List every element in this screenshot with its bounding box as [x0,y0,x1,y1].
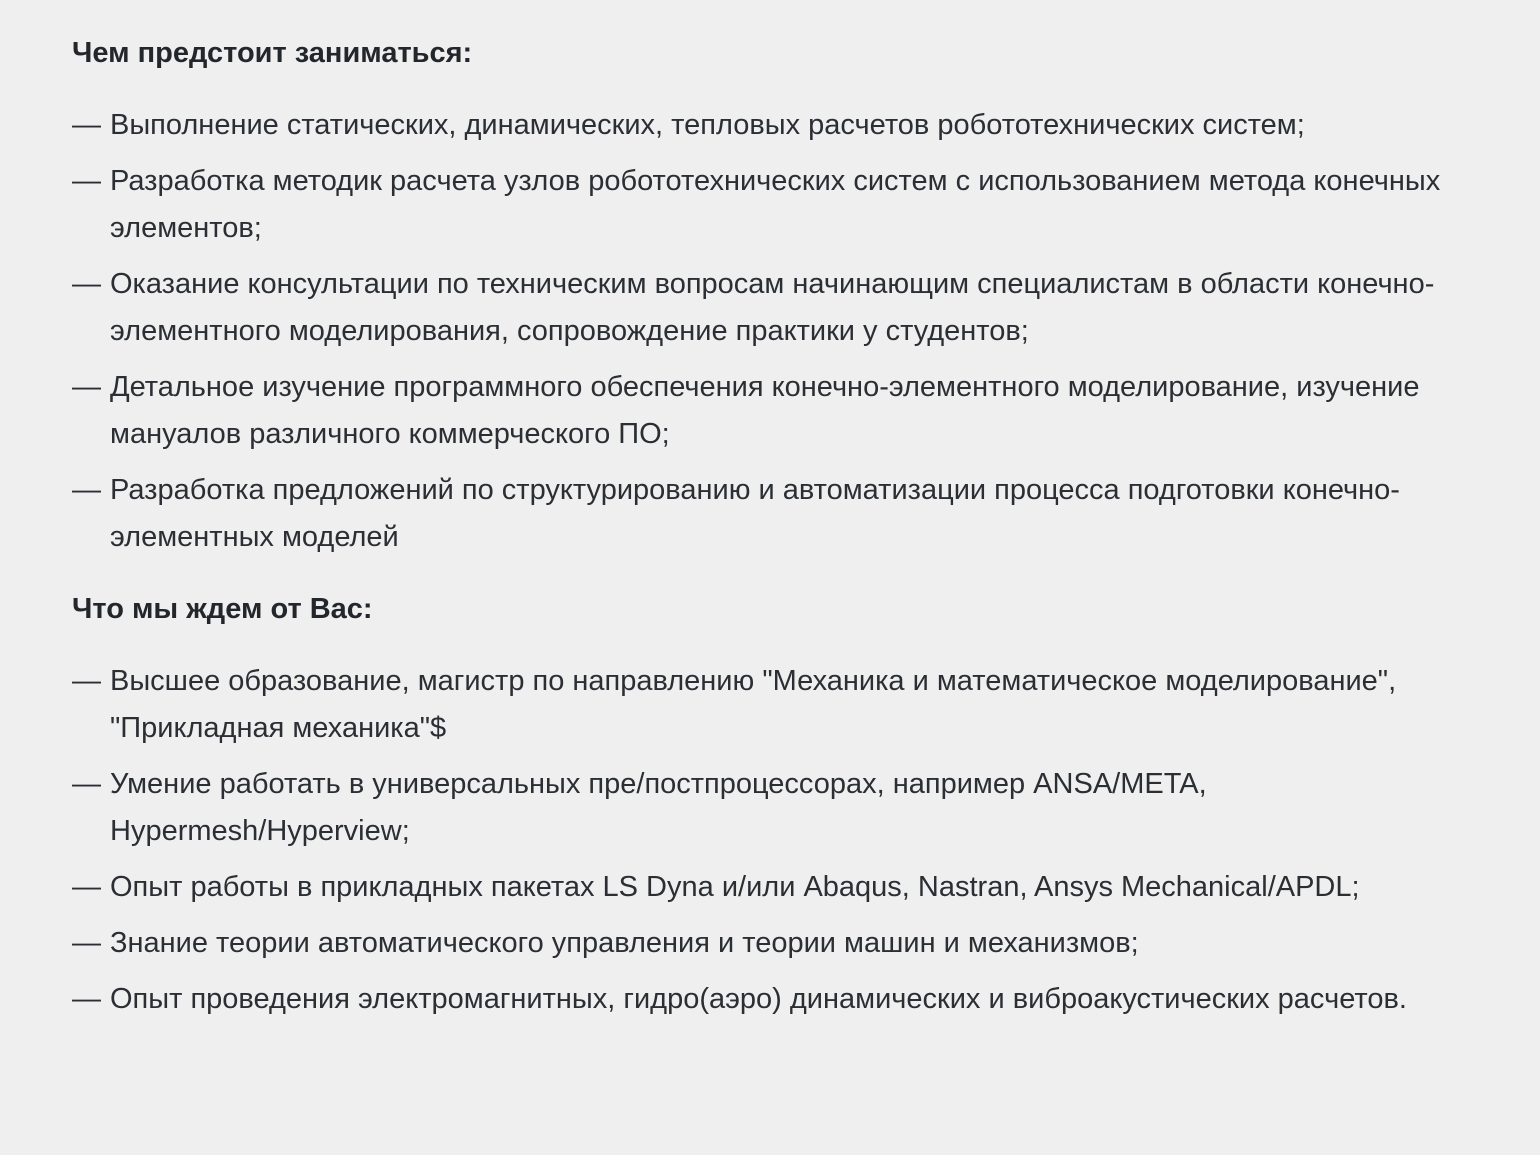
list-item [72,102,1512,149]
list-item [72,761,1512,855]
list-item-text: Детальное изучение программного обеспечения конечно-элементного моделирование, изучение мануалов различного коммерческого ПО; [110,371,1420,450]
list-item-text: Выполнение статических, динамических, тепловых расчетов робототехнических систем; [110,109,1305,141]
job-description [72,30,1512,1032]
dash-bullet: — [72,871,101,903]
responsibilities-list [72,102,1512,561]
list-item-text: Опыт проведения электромагнитных, гидро(аэро) динамических и виброакустических расчетов. [110,983,1407,1015]
dash-bullet: — [72,109,101,141]
dash-bullet: — [72,268,101,300]
list-item-text: Оказание консультации по техническим вопросам начинающим специалистам в области конечно-элементного моделирования, сопровождение практики у студентов; [110,268,1435,347]
list-item [72,158,1512,252]
dash-bullet: — [72,768,101,800]
list-item-text: Опыт работы в прикладных пакетах LS Dyna и/или Abaqus, Nastran, Ansys Mechanical/APDL; [110,871,1360,903]
list-item [72,467,1512,561]
dash-bullet: — [72,165,101,197]
list-item-text: Разработка методик расчета узлов робототехнических систем с использованием метода конечных элементов; [110,165,1441,244]
list-item-text: Знание теории автоматического управления и теории машин и механизмов; [110,927,1139,959]
requirements-list [72,658,1512,1023]
dash-bullet: — [72,665,101,697]
list-item-text: Умение работать в универсальных пре/постпроцессорах, например ANSA/META, Hypermesh/Hyperview; [110,768,1207,847]
list-item [72,261,1512,355]
list-item [72,976,1512,1023]
list-item-text: Высшее образование, магистр по направлению "Механика и математическое моделирование", "Прикладная механика"$ [110,665,1397,744]
list-item [72,864,1512,911]
section-title: Что мы ждем от Вас: [72,593,373,625]
list-item [72,658,1512,752]
dash-bullet: — [72,474,101,506]
list-item [72,920,1512,967]
dash-bullet: — [72,927,101,959]
dash-bullet: — [72,371,101,403]
list-item [72,364,1512,458]
responsibilities-section [72,30,1512,561]
requirements-section [72,586,1512,1023]
dash-bullet: — [72,983,101,1015]
section-title: Чем предстоит заниматься: [72,37,473,69]
list-item-text: Разработка предложений по структурированию и автоматизации процесса подготовки конечно-элементных моделей [110,474,1400,553]
